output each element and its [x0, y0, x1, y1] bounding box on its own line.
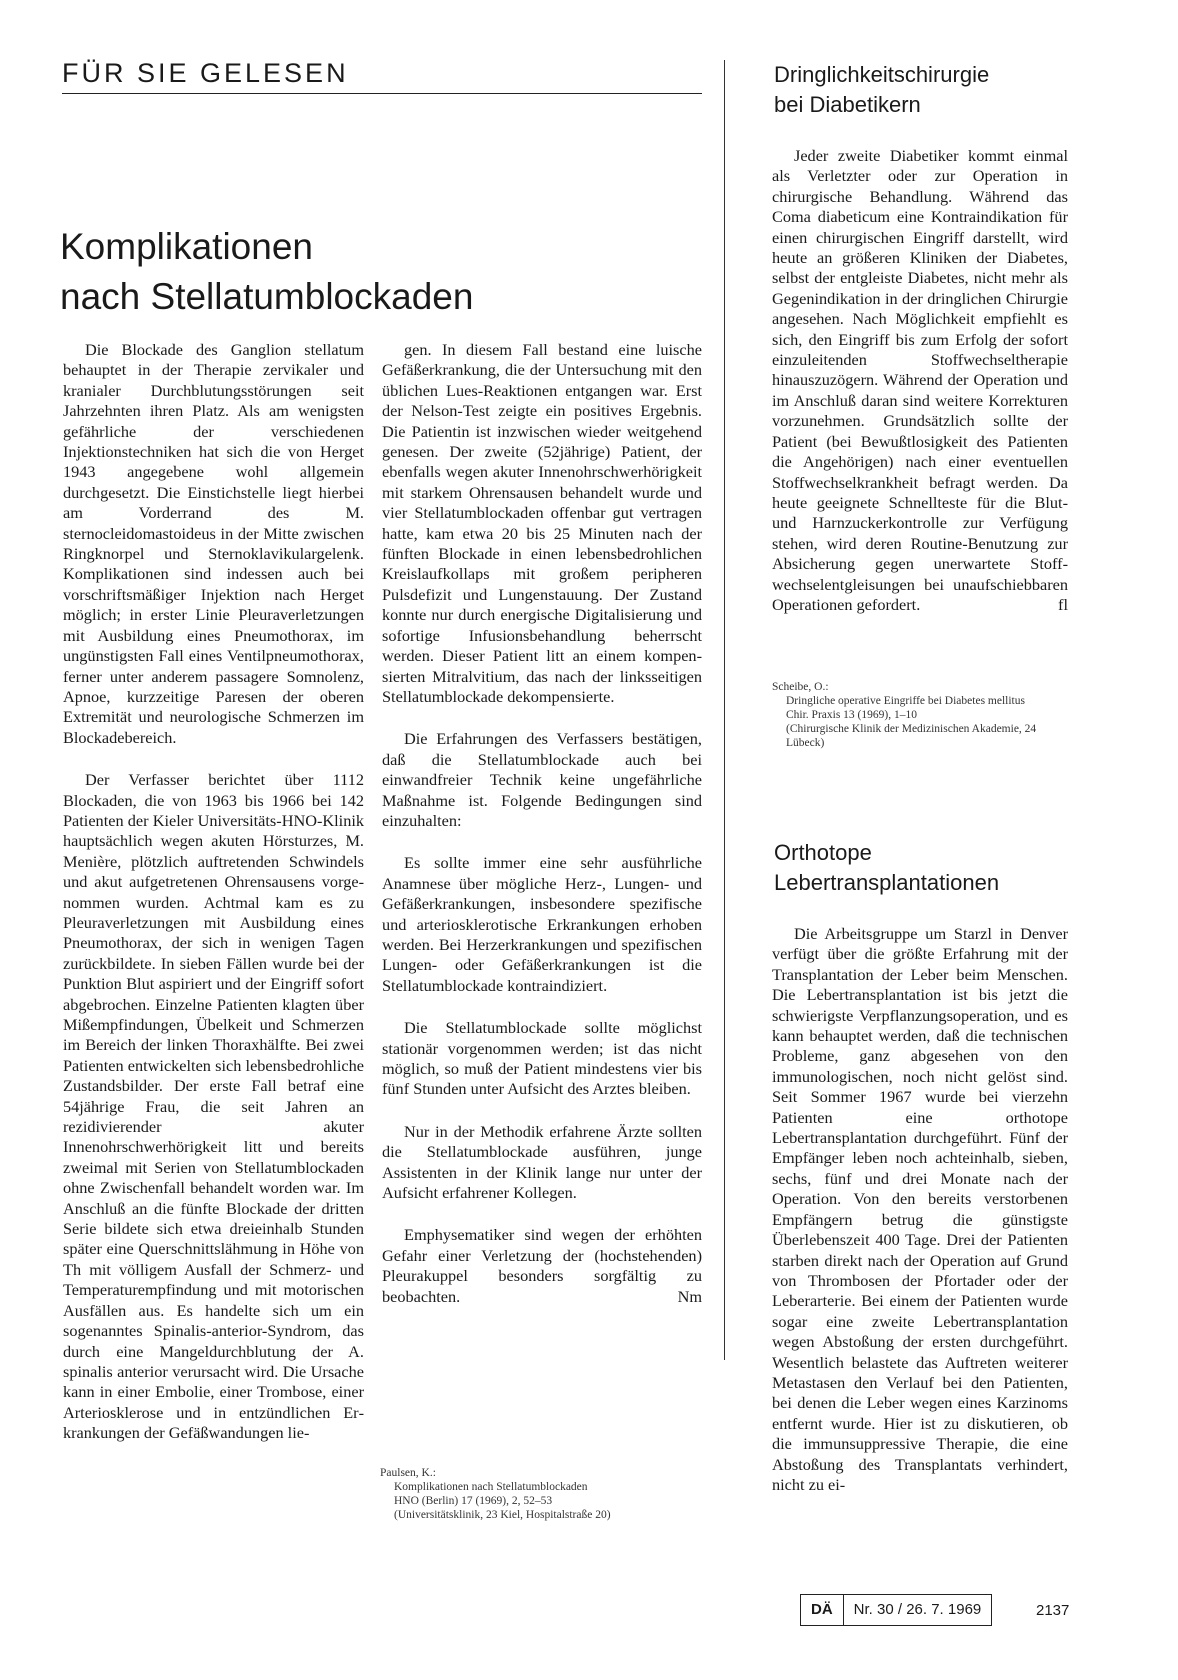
paragraph: gen. In diesem Fall bestand eine luische Gefäßerkrankung, die der Untersuchung mit den üblichen Lues-Reaktionen entgangen war. Erst der Nelson-Test zeigte ein positives Ergebnis. Die Patientin ist inzwischen wieder weitgehend genesen. Der zweite (52jährige) Patient, der ebenfalls wegen akuter Innenohrschwerhörigkeit mit starkem Ohrensausen behandelt wurde und vier Stellatumblockaden offenbar gut vertragen hatte, kam etwa 20 bis 25 Minuten nach der fünften Blockade in einen lebensbedrohlichen Kreislaufkollaps mit großem peripheren Pulsdefizit und Lungenstauung. Der Zustand konnte nur durch energische Digitalisierung und sofortige Infusionsbehandlung beherrscht werden. Dieser Patient litt an einem kompensierten Mitralvitium, das nach der linksseitigen Stellatumblockade dekompensierte. — [382, 340, 702, 706]
reference-source: HNO (Berlin) 17 (1969), 2, 52–53 — [394, 1495, 553, 1507]
reference-title: Komplikationen nach Stellatumblockaden — [394, 1481, 588, 1493]
paragraph: Die Arbeitsgruppe um Starzl in Denver verfügt über die größte Erfahrung mit der Transplantation der Leber beim Menschen. Die Lebertransplantation ist bis jetzt die schwierigste Verpflanzungsoperation, und es kann behauptet werden, daß die technischen Probleme, ganz abgesehen von den immunologischen, noch nicht gelöst sind. Seit Sommer 1967 wurde bei vierzehn Patienten eine orthotope Lebertransplantation durchgeführt. Fünf der Empfänger leben noch achteinhalb, sieben, sechs, fünf und drei Monate nach der Operation. Von den bereits verstorbenen Empfängern betrug die günstigste Überlebenszeit 400 Tage. Drei der Patienten starben direkt nach der Operation auf Grund von Thrombosen der Pfortader oder der Leberarterie. Bei einem der Patienten wurde sogar eine zweite Lebertransplantation wegen Abstoßung der ersten durchgeführt. Wesentlich belastete das Auftreten weiterer Metastasen den Verlauf bei den Patienten, bei denen die Leber wegen eines Karzinoms entfernt wurde. Hier ist zu diskutieren, ob die immunsuppressive Therapie, die eine Abstoßung des Transplantats verhindert, nicht zu ei- — [772, 924, 1068, 1494]
author-signature: fl — [1058, 594, 1068, 614]
article-column-1 — [63, 340, 364, 1444]
diabetes-article-body — [772, 146, 1068, 615]
journal-brand: DÄ — [801, 1595, 844, 1625]
reference-title: Dringliche operative Eingriffe bei Diabetes mellitus — [786, 695, 1025, 707]
paragraph: Nur in der Methodik erfahrene Ärzte sollten die Stellatumblockade ausführen, junge Assistenten in der Klinik lange nur unter der Aufsicht erfahrener Kollegen. — [382, 1121, 702, 1203]
paragraph: Es sollte immer eine sehr ausführliche Anamnese über mögliche Herz-, Lungen- und Gefäßerkrankungen, insbesondere spezifische und arteriosklerotische Erkrankungen erhoben werden. Bei Herzerkrankungen und spezifischen Lungen- oder Gefäßerkrankungen ist die Stellatumblockade kontraindiziert. — [382, 853, 702, 995]
reference-block — [380, 1466, 702, 1522]
article-title-line2: nach Stellatumblockaden — [60, 276, 474, 317]
paragraph-text: Jeder zweite Diabetiker kommt einmal als Verletzter oder zur Operation in chirurgische Behandlung. Während das Coma diabeticum eine Kontraindikation für einen chirurgischen Eingriff darstellt, wird heute an größeren Kliniken der Diabetes, selbst der entgleiste Diabetes, nicht mehr als Gegenindikation in der dringlichen Chirurgie angesehen. Nach Möglichkeit empfiehlt es sich, den Eingriff bis zum Erfolg der sofort einzuleitenden Stoffwechseltherapie hinauszuzögern. Während der Operation und im Anschluß daran sind weitere Korrekturen vorzunehmen. Grundsätzlich sollte der Patient (bei Bewußtlosigkeit des Patienten die Angehörigen) nach einer eventuellen Stoffwechselkrankheit befragt werden. Da heute geeignete Schnellteste für die Blut- und Harnzuckerkontrolle zur Verfügung stehen, wird deren Routine-Benutzung zur Absicherung gegen unerwartete Stoffwechselentgleisungen bei unaufschiebbaren Operationen gefordert. — [772, 146, 1068, 614]
diabetes-article-title — [774, 60, 1074, 120]
liver-article-title — [774, 838, 1074, 898]
reference-source: Chir. Praxis 13 (1969), 1–10 — [786, 709, 917, 721]
paragraph-text: Emphysematiker sind wegen der erhöhten Gefahr einer Verletzung der (hochstehenden) Pleurakuppel besonders sorgfältig zu beobachten. — [382, 1225, 702, 1306]
column-divider — [724, 60, 725, 1360]
paragraph: Die Blockade des Ganglion stellatum behauptet in der Therapie zervikaler und kranialer Durchblutungsstörungen seit Jahrzehnten ihren Platz. Als am wenigsten gefährliche der verschiedenen Injektionstechniken hat sich die von Herget 1943 angegebene wohl allgemein durchgesetzt. Die Einstichstelle liegt hierbei am Vorderrand des M. sternocleidomastoideus in der Mitte zwischen Ringknorpel und Sternoklavikulargelenk. Komplikationen sind indessen auch bei vorschriftsmäßiger Injektion nach Herget möglich; in erster Linie Pleuraverletzungen mit Ausbildung eines Pneumothorax, im ungünstigsten Fall eines Ventilpneumothorax, ferner unter anderem passagere Somnolenz, Apnoe, kurzzeitige Paresen der oberen Extremität und neurologische Schmerzen im Blockadebereich. — [63, 340, 364, 747]
section-label: FÜR SIE GELESEN — [62, 58, 702, 94]
article-title-line1: Komplikationen — [60, 226, 313, 267]
paragraph-last — [382, 1225, 702, 1307]
diabetes-title-line1: Dringlichkeitschirurgie — [774, 62, 990, 87]
liver-article-body — [772, 924, 1068, 1495]
paragraph: Der Verfasser berichtet über 1112 Blockaden, die von 1963 bis 1966 bei 142 Patienten der Kieler Universitäts-HNO-Klinik hauptsächlich wegen akuten Hörsturzes, M. Menière, plötzlich auftretenden Schwindels und akut aufgetretenen Ohrensausens vorgenommen wurden. Achtmal kam es zu Pleuraverletzungen mit Ausbildung eines Pneumothorax, der sich in wenigen Tagen zurückbildete. In sieben Fällen wurde bei der Punktion Blut aspiriert und der Eingriff sofort abgebrochen. Einzelne Patienten klagten über Mißempfindungen, Übelkeit und Schmerzen im Bereich der linken Thoraxhälfte. Bei zwei Patienten entwickelten sich lebensbedrohliche Zustandsbilder. Der erste Fall betraf eine 54jährige Frau, die seit Jahren an rezidivierender akuter Innenohrschwerhörigkeit litt und bereits zweimal mit Serien von Stellatumblockaden ohne Zwischenfall behandelt worden war. Im Anschluß an die fünfte Blockade der dritten Serie bildete sich etwa dreieinhalb Stunden später eine Querschnittslähmung in Höhe von Th mit völligem Ausfall der Schmerz- und Temperaturempfindung und mit motorischen Ausfällen aus. Es handelte sich um ein sogenanntes Spinalis-anterior-Syndrom, das durch eine Mangeldurchblutung der A. spinalis anterior verursacht wird. Die Ursache kann in einer Embolie, einer Trombose, einer Arteriosklerose und in entzündlichen Erkrankungen der Gefäßwandungen lie- — [63, 770, 364, 1443]
reference-block — [772, 680, 1072, 750]
paragraph — [772, 146, 1068, 615]
reference-address: (Universitätsklinik, 23 Kiel, Hospitalstraße 20) — [394, 1509, 611, 1521]
diabetes-title-line2: bei Diabetikern — [774, 92, 921, 117]
paragraph: Die Erfahrungen des Verfassers bestätigen, daß die Stellatumblockade auch bei einwandfreier Technik keine ungefährliche Maßnahme ist. Folgende Bedingungen sind einzuhalten: — [382, 729, 702, 830]
paragraph: Die Stellatumblockade sollte möglichst stationär vorgenommen werden; ist das nicht möglich, so muß der Patient mindestens vier bis fünf Stunden unter Aufsicht des Arztes bleiben. — [382, 1018, 702, 1099]
author-signature: Nm — [677, 1286, 702, 1306]
reference-address: (Chirurgische Klinik der Medizinischen Akademie, 24 Lübeck) — [786, 723, 1037, 749]
reference-author: Paulsen, K.: — [380, 1467, 436, 1479]
liver-title-line2: Lebertransplantationen — [774, 870, 1000, 895]
article-column-2 — [382, 340, 702, 1307]
issue-info: Nr. 30 / 26. 7. 1969 — [853, 1601, 982, 1618]
article-title — [60, 222, 700, 322]
page-number: 2137 — [1036, 1602, 1070, 1619]
reference-author: Scheibe, O.: — [772, 681, 829, 693]
issue-footer — [800, 1594, 992, 1626]
liver-title-line1: Orthotope — [774, 840, 872, 865]
